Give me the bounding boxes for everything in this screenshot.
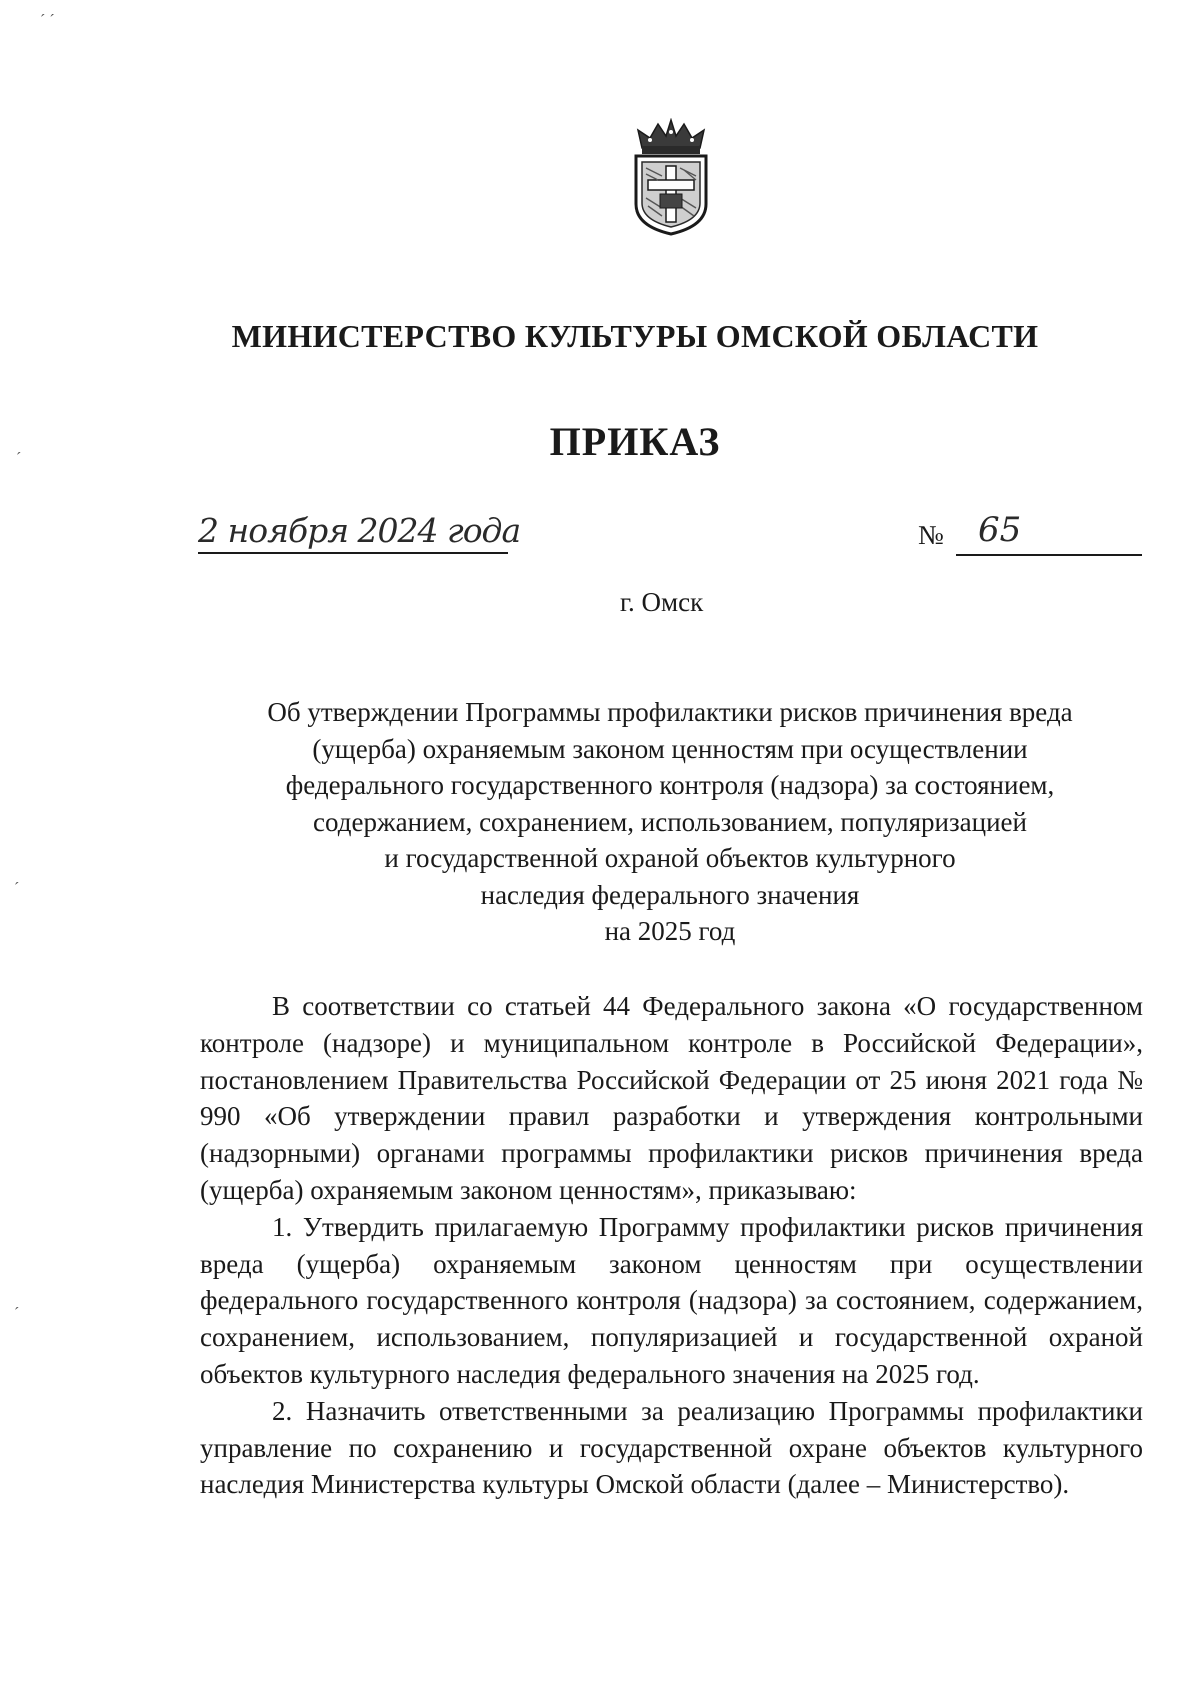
subject-line: и государственной охраной объектов культурного — [384, 843, 956, 873]
subject-line: содержанием, сохранением, использованием, популяризацией — [313, 806, 1027, 837]
subject-line: (ущерба) охраняемым законом ценностям при осуществлении — [312, 733, 1028, 764]
order-number-field — [956, 506, 1142, 556]
ministry-name: МИНИСТЕРСТВО КУЛЬТУРЫ ОМСКОЙ ОБЛАСТИ — [231, 318, 1039, 354]
clause-paragraph: 2. Назначить ответственными за реализацию Программы профилактики управление по сохранению и государственной охране объектов культурного наследия Министерства культуры Омской области (далее – Министерство). — [200, 1395, 1143, 1500]
document-type-title: ПРИКАЗ — [549, 419, 721, 464]
order-date-handwritten: 2 ноября 2024 года — [198, 511, 521, 550]
preamble-paragraph: В соответствии со статьей 44 Федерального закона «О государственном контроле (надзоре) и муниципальном контроле в Российской Федерации», постановлением Правительства Российской Федерации от 25 июня 2021 года № 990 «Об утверждении правил разработки и утверждения контрольными (надзорными) органами программы профилактики рисков причинения вреда (ущерба) охраняемым законом ценностям», приказываю: — [200, 991, 1143, 1205]
order-number-handwritten: 65 — [978, 510, 1022, 550]
subject-line: наследия федерального значения — [480, 879, 860, 910]
coat-of-arms-emblem — [628, 118, 714, 236]
clause-paragraph: 1. Утвердить прилагаемую Программу профилактики рисков причинения вреда (ущерба) охраняемым законом ценностям при осуществлении федерального государственного контроля (надзора) за состоянием, содержанием, сохранением, использованием, популяризацией и государственной охраной объектов культурного наследия федерального значения на 2025 год. — [200, 1211, 1143, 1389]
subject-line: на 2025 год — [604, 916, 736, 946]
scan-speck: ˊ — [14, 880, 20, 897]
order-subject — [230, 694, 1110, 950]
city-name: г. Омск — [620, 587, 704, 617]
subject-line: федерального государственного контроля (надзора) за состоянием, — [285, 770, 1055, 800]
subject-line: Об утверждении Программы профилактики рисков причинения вреда — [267, 697, 1073, 727]
order-date-field — [198, 508, 521, 554]
scan-speck: ˊ — [16, 450, 22, 467]
order-body — [200, 988, 1143, 1503]
order-number-label: № — [918, 520, 944, 550]
scan-speck: ˊ — [14, 1305, 20, 1322]
scan-speck: ˊ ˊ — [40, 12, 55, 29]
